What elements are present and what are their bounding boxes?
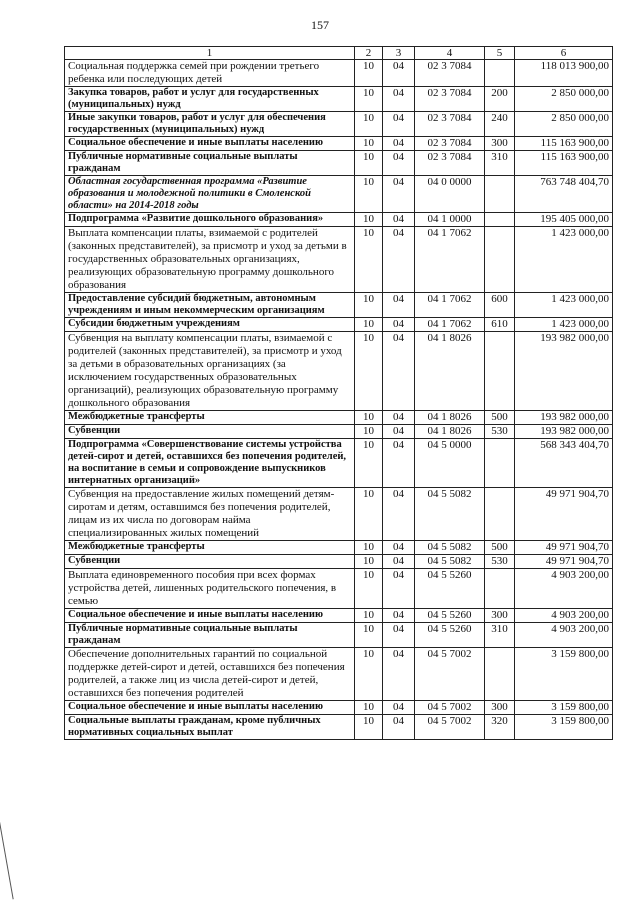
cell-subsection: 04 <box>383 623 415 648</box>
cell-section: 10 <box>355 425 383 439</box>
column-header: 6 <box>515 47 613 60</box>
cell-name: Социальное обеспечение и иные выплаты населению <box>65 701 355 715</box>
cell-name: Социальное обеспечение и иные выплаты населению <box>65 137 355 151</box>
cell-subsection: 04 <box>383 318 415 332</box>
cell-name: Выплата единовременного пособия при всех формах устройства детей, лишенных родительского попечения, в семью <box>65 569 355 609</box>
cell-name: Обеспечение дополнительных гарантий по социальной поддержке детей-сирот и детей, оставшихся без попечения родителей, а также лиц из числа детей-сирот и детей, оставшихся без попечения родителей <box>65 648 355 701</box>
cell-expense-type: 310 <box>485 623 515 648</box>
cell-expense-type: 310 <box>485 151 515 176</box>
cell-target-article: 04 0 0000 <box>415 176 485 213</box>
cell-amount: 3 159 800,00 <box>515 701 613 715</box>
cell-section: 10 <box>355 439 383 488</box>
table-row <box>65 715 613 740</box>
cell-name: Подпрограмма «Совершенствование системы устройства детей-сирот и детей, оставшихся без попечения родителей, на воспитание в семьи и сопровождение выпускников интернатных организаций» <box>65 439 355 488</box>
cell-subsection: 04 <box>383 569 415 609</box>
cell-subsection: 04 <box>383 439 415 488</box>
cell-expense-type: 240 <box>485 112 515 137</box>
cell-subsection: 04 <box>383 112 415 137</box>
cell-name: Закупка товаров, работ и услуг для государственных (муниципальных) нужд <box>65 87 355 112</box>
cell-target-article: 04 5 5260 <box>415 569 485 609</box>
cell-subsection: 04 <box>383 648 415 701</box>
cell-expense-type <box>485 569 515 609</box>
cell-amount: 1 423 000,00 <box>515 293 613 318</box>
cell-target-article: 02 3 7084 <box>415 112 485 137</box>
cell-target-article: 04 5 5260 <box>415 609 485 623</box>
cell-subsection: 04 <box>383 227 415 293</box>
cell-section: 10 <box>355 137 383 151</box>
table-row <box>65 555 613 569</box>
cell-name: Публичные нормативные социальные выплаты гражданам <box>65 151 355 176</box>
cell-expense-type <box>485 213 515 227</box>
cell-subsection: 04 <box>383 176 415 213</box>
cell-target-article: 04 1 0000 <box>415 213 485 227</box>
cell-amount: 4 903 200,00 <box>515 569 613 609</box>
cell-target-article: 04 1 8026 <box>415 411 485 425</box>
cell-expense-type <box>485 648 515 701</box>
cell-target-article: 04 5 5082 <box>415 488 485 541</box>
cell-target-article: 02 3 7084 <box>415 137 485 151</box>
cell-subsection: 04 <box>383 715 415 740</box>
cell-expense-type: 200 <box>485 87 515 112</box>
cell-target-article: 04 5 5082 <box>415 541 485 555</box>
cell-section: 10 <box>355 541 383 555</box>
table-row <box>65 648 613 701</box>
cell-section: 10 <box>355 87 383 112</box>
cell-subsection: 04 <box>383 293 415 318</box>
cell-name: Субвенции <box>65 555 355 569</box>
margin-pen-line <box>0 801 14 900</box>
cell-amount: 2 850 000,00 <box>515 87 613 112</box>
cell-subsection: 04 <box>383 701 415 715</box>
cell-section: 10 <box>355 332 383 411</box>
cell-amount: 3 159 800,00 <box>515 715 613 740</box>
cell-expense-type: 300 <box>485 137 515 151</box>
cell-expense-type: 530 <box>485 555 515 569</box>
cell-amount: 49 971 904,70 <box>515 488 613 541</box>
table-row <box>65 425 613 439</box>
cell-target-article: 04 1 8026 <box>415 425 485 439</box>
cell-name: Социальное обеспечение и иные выплаты населению <box>65 609 355 623</box>
cell-expense-type: 610 <box>485 318 515 332</box>
cell-target-article: 04 5 0000 <box>415 439 485 488</box>
table-row <box>65 151 613 176</box>
cell-amount: 3 159 800,00 <box>515 648 613 701</box>
column-header: 3 <box>383 47 415 60</box>
cell-amount: 115 163 900,00 <box>515 151 613 176</box>
column-header: 5 <box>485 47 515 60</box>
cell-expense-type <box>485 488 515 541</box>
cell-expense-type: 300 <box>485 701 515 715</box>
table-row <box>65 623 613 648</box>
cell-subsection: 04 <box>383 555 415 569</box>
cell-section: 10 <box>355 488 383 541</box>
cell-subsection: 04 <box>383 151 415 176</box>
cell-expense-type: 320 <box>485 715 515 740</box>
table-row <box>65 112 613 137</box>
table-row <box>65 569 613 609</box>
cell-name: Субвенция на предоставление жилых помещений детям-сиротам и детям, оставшимся без попечения родителей, лицам из их числа по договорам найма специализированных жилых помещений <box>65 488 355 541</box>
cell-amount: 1 423 000,00 <box>515 318 613 332</box>
cell-amount: 118 013 900,00 <box>515 60 613 87</box>
cell-amount: 2 850 000,00 <box>515 112 613 137</box>
cell-amount: 49 971 904,70 <box>515 555 613 569</box>
table-row <box>65 87 613 112</box>
cell-target-article: 04 5 7002 <box>415 648 485 701</box>
table-row <box>65 227 613 293</box>
cell-expense-type: 500 <box>485 411 515 425</box>
column-header: 1 <box>65 47 355 60</box>
cell-section: 10 <box>355 701 383 715</box>
cell-name: Межбюджетные трансферты <box>65 411 355 425</box>
cell-amount: 4 903 200,00 <box>515 623 613 648</box>
cell-section: 10 <box>355 648 383 701</box>
cell-section: 10 <box>355 293 383 318</box>
cell-expense-type: 600 <box>485 293 515 318</box>
table-row <box>65 213 613 227</box>
cell-subsection: 04 <box>383 87 415 112</box>
cell-name: Выплата компенсации платы, взимаемой с родителей (законных представителей), за присмотр и уход за детьми в государственных образовательных организациях, реализующих образовательную программу дошкольного образования <box>65 227 355 293</box>
cell-section: 10 <box>355 176 383 213</box>
table-row <box>65 701 613 715</box>
cell-subsection: 04 <box>383 609 415 623</box>
table-row <box>65 609 613 623</box>
table-row <box>65 332 613 411</box>
cell-section: 10 <box>355 151 383 176</box>
cell-section: 10 <box>355 60 383 87</box>
table-row <box>65 60 613 87</box>
cell-name: Иные закупки товаров, работ и услуг для обеспечения государственных (муниципальных) нужд <box>65 112 355 137</box>
cell-name: Социальные выплаты гражданам, кроме публичных нормативных социальных выплат <box>65 715 355 740</box>
cell-section: 10 <box>355 112 383 137</box>
table-row <box>65 411 613 425</box>
cell-section: 10 <box>355 213 383 227</box>
cell-amount: 115 163 900,00 <box>515 137 613 151</box>
cell-section: 10 <box>355 623 383 648</box>
cell-amount: 4 903 200,00 <box>515 609 613 623</box>
cell-section: 10 <box>355 569 383 609</box>
cell-amount: 568 343 404,70 <box>515 439 613 488</box>
cell-expense-type: 300 <box>485 609 515 623</box>
table-row <box>65 318 613 332</box>
cell-expense-type <box>485 332 515 411</box>
cell-subsection: 04 <box>383 541 415 555</box>
cell-amount: 49 971 904,70 <box>515 541 613 555</box>
budget-table <box>64 46 613 740</box>
cell-name: Субвенции <box>65 425 355 439</box>
cell-target-article: 02 3 7084 <box>415 60 485 87</box>
column-header: 4 <box>415 47 485 60</box>
cell-subsection: 04 <box>383 60 415 87</box>
cell-subsection: 04 <box>383 425 415 439</box>
cell-target-article: 02 3 7084 <box>415 151 485 176</box>
cell-expense-type <box>485 60 515 87</box>
table-row <box>65 293 613 318</box>
cell-target-article: 02 3 7084 <box>415 87 485 112</box>
cell-section: 10 <box>355 715 383 740</box>
cell-amount: 193 982 000,00 <box>515 411 613 425</box>
cell-amount: 1 423 000,00 <box>515 227 613 293</box>
cell-target-article: 04 5 5082 <box>415 555 485 569</box>
cell-name: Социальная поддержка семей при рождении третьего ребенка или последующих детей <box>65 60 355 87</box>
cell-target-article: 04 5 5260 <box>415 623 485 648</box>
cell-target-article: 04 5 7002 <box>415 701 485 715</box>
page-number: 157 <box>311 18 329 32</box>
cell-name: Областная государственная программа «Развитие образования и молодежной политики в Смоленской области» на 2014-2018 годы <box>65 176 355 213</box>
table-body <box>65 60 613 740</box>
table-row <box>65 439 613 488</box>
cell-expense-type <box>485 227 515 293</box>
cell-name: Субвенция на выплату компенсации платы, взимаемой с родителей (законных представителей), за присмотр и уход за детьми в образовательных организациях (за исключением государственных образовательных организаций), реализующих образовательную программу дошкольного образования <box>65 332 355 411</box>
cell-section: 10 <box>355 318 383 332</box>
cell-name: Подпрограмма «Развитие дошкольного образования» <box>65 213 355 227</box>
column-header: 2 <box>355 47 383 60</box>
cell-target-article: 04 1 7062 <box>415 227 485 293</box>
cell-subsection: 04 <box>383 137 415 151</box>
cell-target-article: 04 1 8026 <box>415 332 485 411</box>
cell-name: Публичные нормативные социальные выплаты гражданам <box>65 623 355 648</box>
table-row <box>65 176 613 213</box>
cell-expense-type <box>485 176 515 213</box>
cell-target-article: 04 1 7062 <box>415 318 485 332</box>
cell-expense-type: 500 <box>485 541 515 555</box>
cell-name: Предоставление субсидий бюджетным, автономным учреждениям и иным некоммерческим организациям <box>65 293 355 318</box>
cell-subsection: 04 <box>383 332 415 411</box>
table-header-row <box>65 47 613 60</box>
cell-subsection: 04 <box>383 411 415 425</box>
cell-name: Межбюджетные трансферты <box>65 541 355 555</box>
cell-target-article: 04 1 7062 <box>415 293 485 318</box>
table-row <box>65 488 613 541</box>
cell-section: 10 <box>355 227 383 293</box>
cell-expense-type <box>485 439 515 488</box>
cell-amount: 763 748 404,70 <box>515 176 613 213</box>
cell-name: Субсидии бюджетным учреждениям <box>65 318 355 332</box>
cell-amount: 193 982 000,00 <box>515 425 613 439</box>
cell-amount: 195 405 000,00 <box>515 213 613 227</box>
cell-subsection: 04 <box>383 213 415 227</box>
table-row <box>65 541 613 555</box>
cell-amount: 193 982 000,00 <box>515 332 613 411</box>
cell-section: 10 <box>355 411 383 425</box>
cell-target-article: 04 5 7002 <box>415 715 485 740</box>
cell-section: 10 <box>355 609 383 623</box>
cell-section: 10 <box>355 555 383 569</box>
cell-expense-type: 530 <box>485 425 515 439</box>
table-row <box>65 137 613 151</box>
cell-subsection: 04 <box>383 488 415 541</box>
